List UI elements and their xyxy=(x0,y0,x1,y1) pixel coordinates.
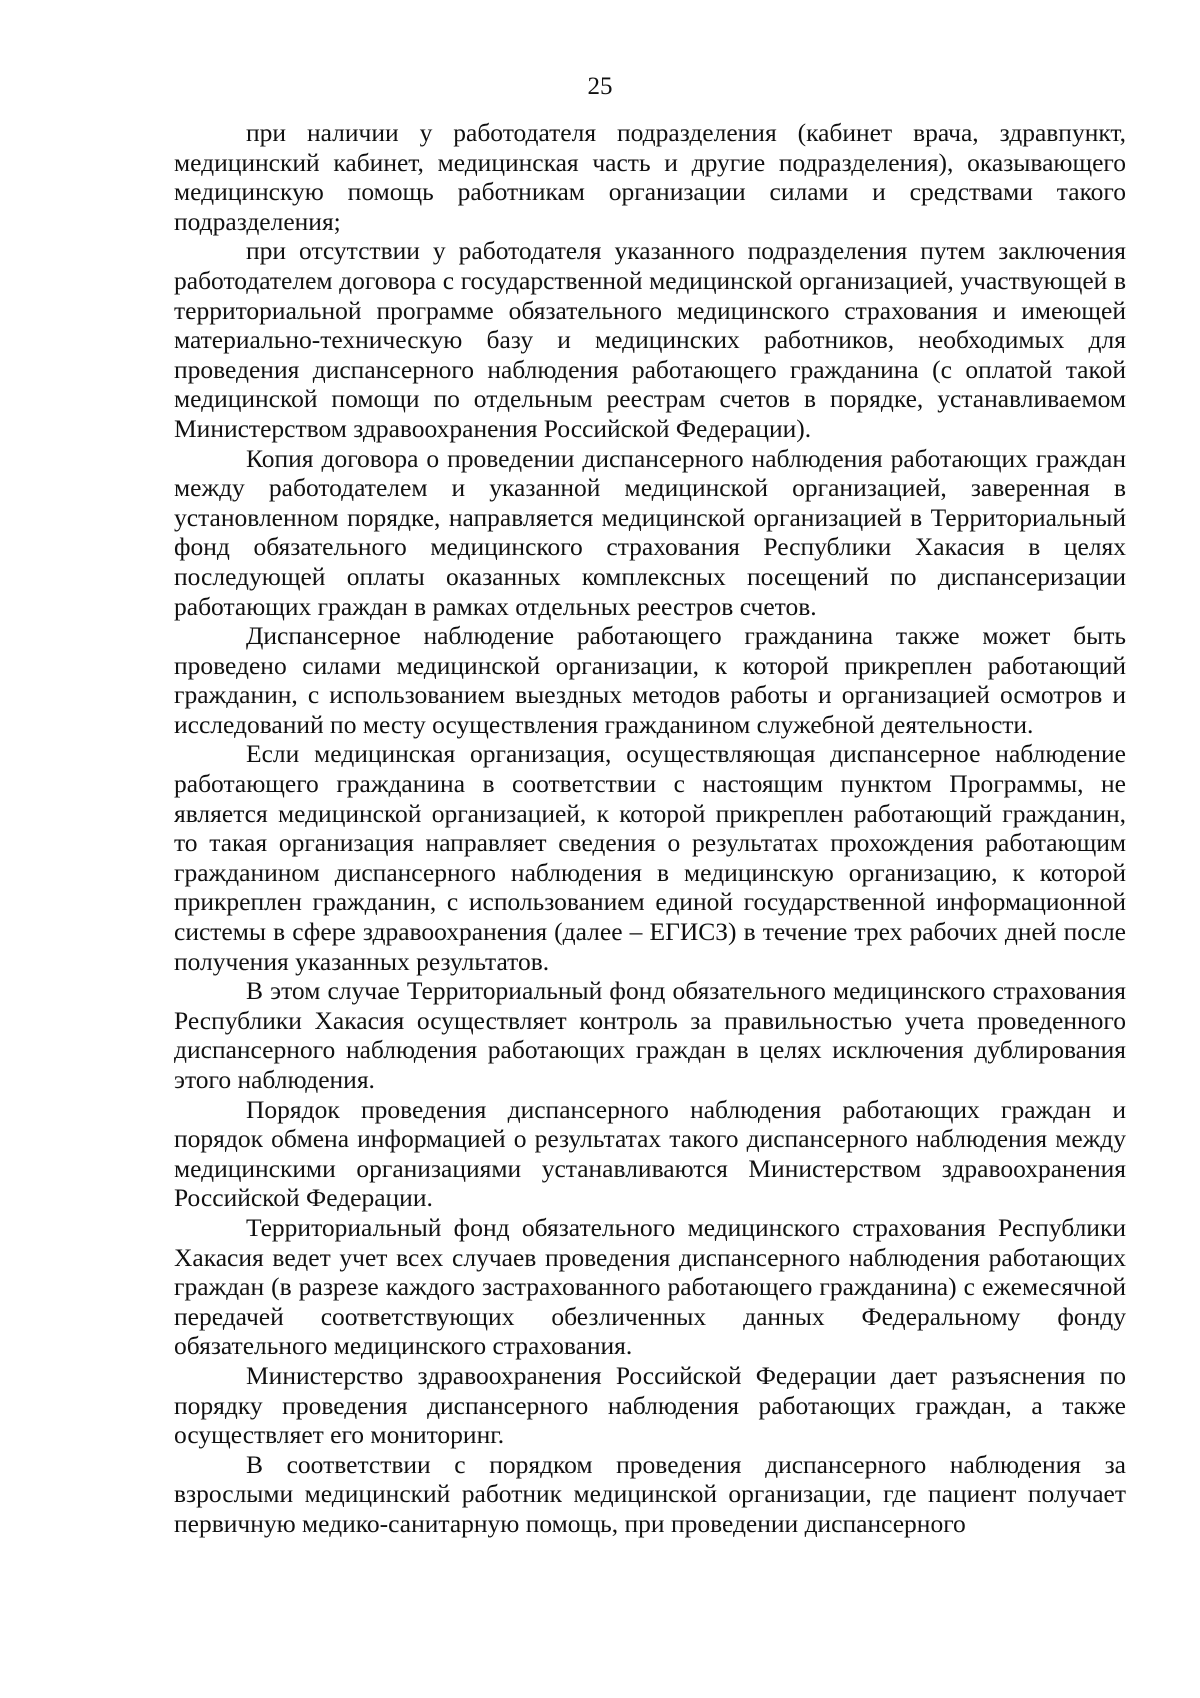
paragraph-6: В этом случае Территориальный фонд обязательного медицинского страхования Республики Хакасия осуществляет контроль за правильностью учета проведенного диспансерного наблюдения работающих граждан в целях исключения дублирования этого наблюдения. xyxy=(174,976,1126,1094)
document-body xyxy=(174,118,1126,1539)
paragraph-5: Если медицинская организация, осуществляющая диспансерное наблюдение работающего гражданина в соответствии с настоящим пунктом Программы, не является медицинской организацией, к которой прикреплен работающий гражданин, то такая организация направляет сведения о результатах прохождения работающим гражданином диспансерного наблюдения в медицинскую организацию, к которой прикреплен гражданин, с использованием единой государственной информационной системы в сфере здравоохранения (далее – ЕГИСЗ) в течение трех рабочих дней после получения указанных результатов. xyxy=(174,739,1126,976)
paragraph-8: Территориальный фонд обязательного медицинского страхования Республики Хакасия ведет учет всех случаев проведения диспансерного наблюдения работающих граждан (в разрезе каждого застрахованного работающего гражданина) с ежемесячной передачей соответствующих обезличенных данных Федеральному фонду обязательного медицинского страхования. xyxy=(174,1212,1126,1361)
paragraph-10: В соответствии с порядком проведения диспансерного наблюдения за взрослыми медицинский работник медицинской организации, где пациент получает первичную медико-санитарную помощь, при проведении диспансерного xyxy=(174,1449,1126,1538)
paragraph-1: при наличии у работодателя подразделения (кабинет врача, здравпункт, медицинский кабинет, медицинская часть и другие подразделения), оказывающего медицинскую помощь работникам организации силами и средствами такого подразделения; xyxy=(174,118,1126,236)
paragraph-2: при отсутствии у работодателя указанного подразделения путем заключения работодателем договора с государственной медицинской организацией, участвующей в территориальной программе обязательного медицинского страхования и имеющей материально-техническую базу и медицинских работников, необходимых для проведения диспансерного наблюдения работающего гражданина (с оплатой такой медицинской помощи по отдельным реестрам счетов в порядке, устанавливаемом Министерством здравоохранения Российской Федерации). xyxy=(174,236,1126,443)
paragraph-9: Министерство здравоохранения Российской Федерации дает разъяснения по порядку проведения диспансерного наблюдения работающих граждан, а также осуществляет его мониторинг. xyxy=(174,1360,1126,1450)
paragraph-4: Диспансерное наблюдение работающего гражданина также может быть проведено силами медицинской организации, к которой прикреплен работающий гражданин, с использованием выездных методов работы и организацией осмотров и исследований по месту осуществления гражданином служебной деятельности. xyxy=(174,621,1126,739)
paragraph-7: Порядок проведения диспансерного наблюдения работающих граждан и порядок обмена информацией о результатах такого диспансерного наблюдения между медицинскими организациями устанавливаются Министерством здравоохранения Российской Федерации. xyxy=(174,1094,1126,1213)
paragraph-3: Копия договора о проведении диспансерного наблюдения работающих граждан между работодателем и указанной медицинской организацией, заверенная в установленном порядке, направляется медицинской организацией в Территориальный фонд обязательного медицинского страхования Республики Хакасия в целях последующей оплаты оказанных комплексных посещений по диспансеризации работающих граждан в рамках отдельных реестров счетов. xyxy=(174,443,1126,621)
page-number: 25 xyxy=(587,73,613,100)
